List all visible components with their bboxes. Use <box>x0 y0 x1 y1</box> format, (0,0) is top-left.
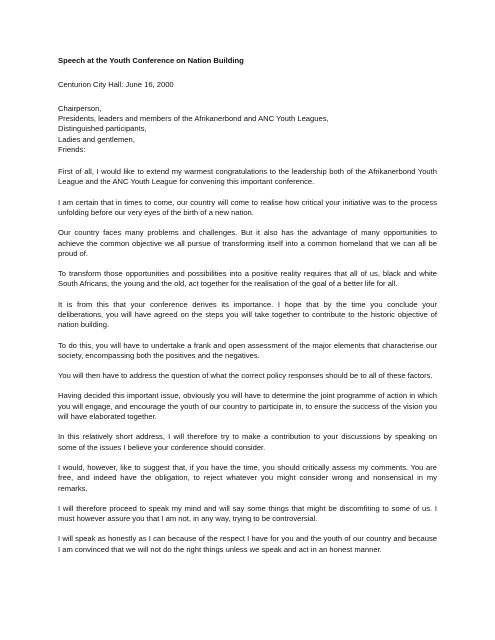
paragraph: To transform those opportunities and possibilities into a positive reality requires that all of us, black and white South Africans, the young and the old, act together for the realisation of the goal of a better life for all. <box>58 269 437 289</box>
paragraph: Having decided this important issue, obviously you will have to determine the joint programme of action in which you will engage, and encourage the youth of our country to participate in, to ensure the success of the vision you will have elaborated together. <box>58 391 437 422</box>
venue-date: Centurion City Hall: June 16, 2000 <box>58 80 174 89</box>
paragraph: It is from this that your conference derives its importance. I hope that by the time you conclude your deliberations, you will have agreed on the steps you will take together to contribute to the historic objective of nation building. <box>58 299 437 330</box>
salutation-line: Ladies and gentlemen, <box>58 134 135 144</box>
paragraph: In this relatively short address, I will therefore try to make a contribution to your discussions by speaking on some of the issues I believe your conference should consider. <box>58 432 437 452</box>
paragraph: I will therefore proceed to speak my mind and will say some things that might be discomfiting to some of us. I must however assure you that I am not, in any way, trying to be controversial. <box>58 503 437 524</box>
salutation-line: Friends: <box>58 144 86 154</box>
paragraph: To do this, you will have to undertake a frank and open assessment of the major elements that characterise our society, encompassing both the positives and the negatives. <box>58 340 437 360</box>
salutation-line: Distinguished participants, <box>58 124 147 134</box>
paragraph: Our country faces many problems and challenges. But it also has the advantage of many opportunities to achieve the common objective we all pursue of transforming itself into a common homeland that we can all be proud of. <box>58 228 437 258</box>
salutation-line: Presidents, leaders and members of the Afrikanerbond and ANC Youth Leagues, <box>58 114 329 124</box>
paragraph: I will speak as honestly as I can because of the respect I have for you and the youth of our country and because I am convinced that we will not do the right things unless we speak and act in an honest manner. <box>58 534 437 554</box>
paragraph: You will then have to address the question of what the correct policy responses should be to all of these factors. <box>58 371 433 381</box>
salutation-line: Chairperson, <box>58 104 102 113</box>
speech-body <box>58 167 437 555</box>
paragraph: I am certain that in times to come, our country will come to realise how critical your initiative was to the process unfolding before our very eyes of the birth of a new nation. <box>58 197 437 217</box>
document-title: Speech at the Youth Conference on Nation Building <box>58 56 244 65</box>
salutation-block <box>58 104 437 155</box>
paragraph: First of all, I would like to extend my warmest congratulations to the leadership both of the Afrikanerbond Youth League and the ANC Youth League for convening this important conference. <box>58 167 437 187</box>
paragraph: I would, however, like to suggest that, if you have the time, you should critically assess my comments. You are free, and indeed have the obligation, to reject whatever you might consider wrong and nonsensical in my remarks. <box>58 462 437 493</box>
